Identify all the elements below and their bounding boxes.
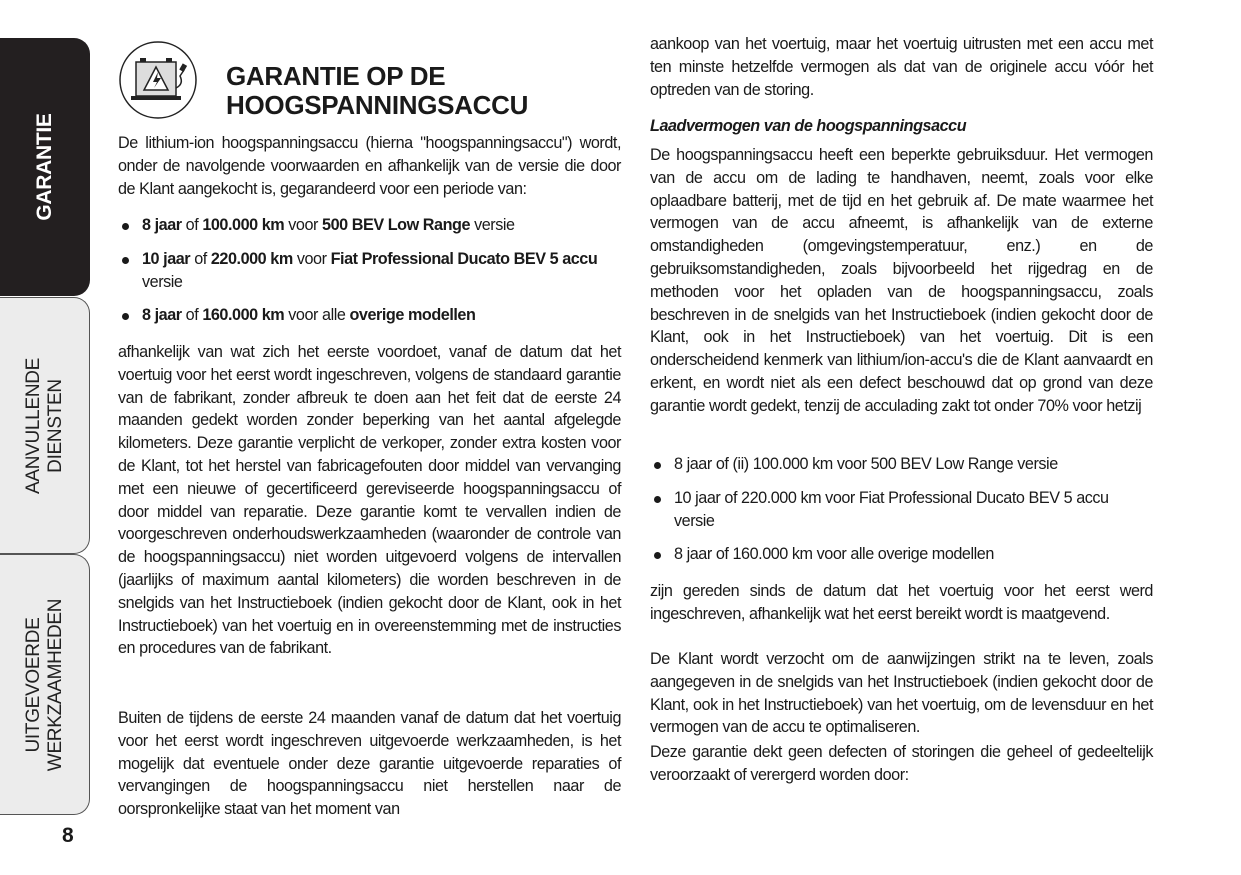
page-number: 8 (62, 824, 74, 847)
list-item: 8 jaar of 100.000 km voor 500 BEV Low Range versie (118, 214, 621, 237)
tab-label (23, 598, 67, 770)
title-line: GARANTIE OP DE (226, 61, 446, 91)
tab-aanvullende-diensten[interactable] (0, 297, 90, 554)
paragraph: Buiten de tijdens de eerste 24 maanden vanaf de datum dat het voertuig voor het eerst wordt ingeschreven uitgevoerde werkzaamheden, is het mogelijk dat eventuele onder deze garantie uitgevoerde reparaties of vervangingen de hoogspanningsaccu niet herstellen naar de oorspronkelijke staat van het moment van (118, 709, 621, 819)
paragraph: aankoop van het voertuig, maar het voertuig uitrusten met een accu met ten minste hetzelfde vermogen als dat van de originele accu vóór het optreden van de storing. (650, 35, 1153, 99)
tab-garantie[interactable] (0, 38, 90, 296)
title-line: HOOGSPANNINGSACCU (226, 90, 529, 120)
tab-uitgevoerde-werkzaamheden[interactable] (0, 554, 90, 815)
tab-label (23, 357, 67, 493)
tab-label-line: DIENSTEN (44, 378, 66, 473)
warranty-list (118, 214, 621, 327)
paragraph: afhankelijk van wat zich het eerste voordoet, vanaf de datum dat het voertuig voor het eerst wordt ingeschreven, volgens de standaard garantie van de fabrikant, zonder afbreuk te doen aan het feit dat de eerste 24 maanden gedekt worden zonder beperking van het aantal afgelegde kilometers. Deze garantie verplicht de verkoper, zonder extra kosten voor de Klant, tot het herstel van fabricagefouten door middel van vervanging met een nieuwe of gecertificeerd gereviseerde hoogspanningsaccu of door middel van reparatie. Deze garantie komt te vervallen indien de voorgeschreven onderhoudswerkzaamheden (waaronder de controle van de hoogspanningsaccu) niet worden uitgevoerd volgens de intervallen (jaarlijks of maximum aantal kilometers) die worden beschreven in de snelgids van het Instructieboek (indien gekocht door de Klant, ook in het Instructieboek) van het voertuig en in overeenstemming met de instructies en procedures van de fabrikant. (118, 343, 621, 658)
paragraph: De Klant wordt verzocht om de aanwijzingen strikt na te leven, zoals aangegeven in de snelgids van het Instructieboek (indien gekocht door de Klant, ook in het Instructieboek) van het voertuig, om de levensduur en het vermogen van de accu te optimaliseren. (650, 650, 1153, 737)
list-item: 8 jaar of 160.000 km voor alle overige modellen (650, 543, 1153, 566)
tab-label-line: AANVULLENDE (22, 357, 44, 494)
list-item: 10 jaar of 220.000 km voor Fiat Professional Ducato BEV 5 accu versie (650, 487, 1153, 533)
paragraph: zijn gereden sinds de datum dat het voertuig voor het eerst werd ingeschreven, afhankelijk wat het eerst bereikt wordt is maatgevend. (650, 582, 1153, 623)
list-item: 8 jaar of (ii) 100.000 km voor 500 BEV Low Range versie (650, 453, 1153, 476)
paragraph: Deze garantie dekt geen defecten of storingen die geheel of gedeeltelijk veroorzaakt of verergerd worden door: (650, 743, 1153, 784)
list-item: 8 jaar of 160.000 km voor alle overige modellen (118, 304, 621, 327)
list-item: 10 jaar of 220.000 km voor Fiat Professional Ducato BEV 5 accu versie (118, 248, 621, 294)
capacity-list (650, 453, 1153, 566)
tab-label-line: UITGEVOERDE (22, 617, 44, 753)
tab-label-line: WERKZAAMHEDEN (44, 598, 66, 771)
subheading: Laadvermogen van de hoogspanningsaccu (650, 117, 967, 135)
battery-high-voltage-icon (118, 40, 198, 120)
section-title (226, 62, 528, 120)
paragraph: De hoogspanningsaccu heeft een beperkte gebruiksduur. Het vermogen van de accu om de lading te handhaven, neemt, zoals voor elke oplaadbare batterij, met de tijd en het gebruik af. De mate waarmee het vermogen van de accu afneemt, is afhankelijk van de externe omstandigheden (omgevingstemperatuur, enz.) en de gebruiksomstandigheden, zoals bijvoorbeeld het rijgedrag en de methoden voor het opladen van de hoogspanningsaccu, zoals beschreven in de snelgids van het Instructieboek (indien gekocht door de Klant, ook in het Instructieboek) van het voertuig. Dit is een onderscheidend kenmerk van lithium/ion-accu's die de Klant aanvaardt en erkent, en wordt niet als een defect beschouwd dat op grond van deze garantie wordt gedekt, tenzij de acculading zakt tot onder 70% voor hetzij (650, 146, 1153, 415)
tab-label: GARANTIE (33, 113, 56, 221)
intro-paragraph: De lithium-ion hoogspanningsaccu (hierna "hoogspanningsaccu") wordt, onder de navolgende voorwaarden en afhankelijk van de versie die door de Klant aangekocht is, gegarandeerd voor een periode van: (118, 134, 621, 198)
